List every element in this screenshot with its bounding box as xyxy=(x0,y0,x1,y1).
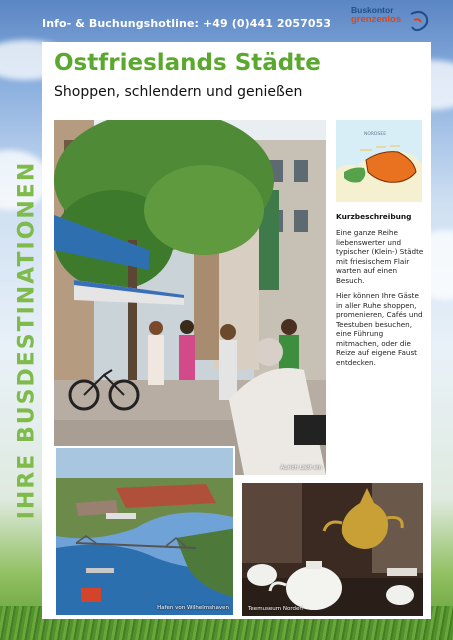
harbour-aerial-image xyxy=(56,448,235,617)
tea-set-image xyxy=(242,483,423,616)
side-label xyxy=(12,100,42,580)
company-logo xyxy=(351,5,433,39)
map-sea-label: NORDSEE xyxy=(364,132,387,137)
street-scene-image xyxy=(54,120,326,475)
town-street-photo xyxy=(54,120,326,475)
tea-museum-photo xyxy=(242,483,423,616)
caption-tea-photo: Teemuseum Norden xyxy=(248,606,303,612)
region-map xyxy=(336,120,422,202)
short-description xyxy=(336,212,426,373)
page-title: Ostfrieslands Städte xyxy=(54,50,321,76)
caption-harbour-photo: Hafen von Wilhelmshaven xyxy=(157,605,229,611)
logo-text-line2: grenzenlos xyxy=(351,14,402,25)
booking-hotline: Info- & Buchungshotline: +49 (0)441 2057053 xyxy=(42,17,332,30)
caption-main-photo: Aurich Lädt ein xyxy=(280,465,322,471)
description-heading: Kurzbeschreibung xyxy=(336,212,412,221)
logo-text-line1: Buskontor xyxy=(351,5,394,15)
description-paragraph: Hier können Ihre Gäste in aller Ruhe shoppen, promenieren, Cafés und Teestuben besuchen, eine Führung mitmachen, oder die Reize auf eigene Faust entdecken. xyxy=(336,291,423,367)
description-paragraph: Eine ganze Reihe liebenswerter und typischer (Klein-) Städte mit friesischem Flair warten auf einen Besuch. xyxy=(336,228,424,285)
side-label-text: IHRE BUSDESTINATIONEN xyxy=(14,160,40,520)
page-subtitle: Shoppen, schlendern und genießen xyxy=(54,84,303,100)
east-frisia-map-image xyxy=(336,120,422,202)
harbour-photo xyxy=(54,446,235,617)
logo-swirl-icon xyxy=(407,9,431,35)
